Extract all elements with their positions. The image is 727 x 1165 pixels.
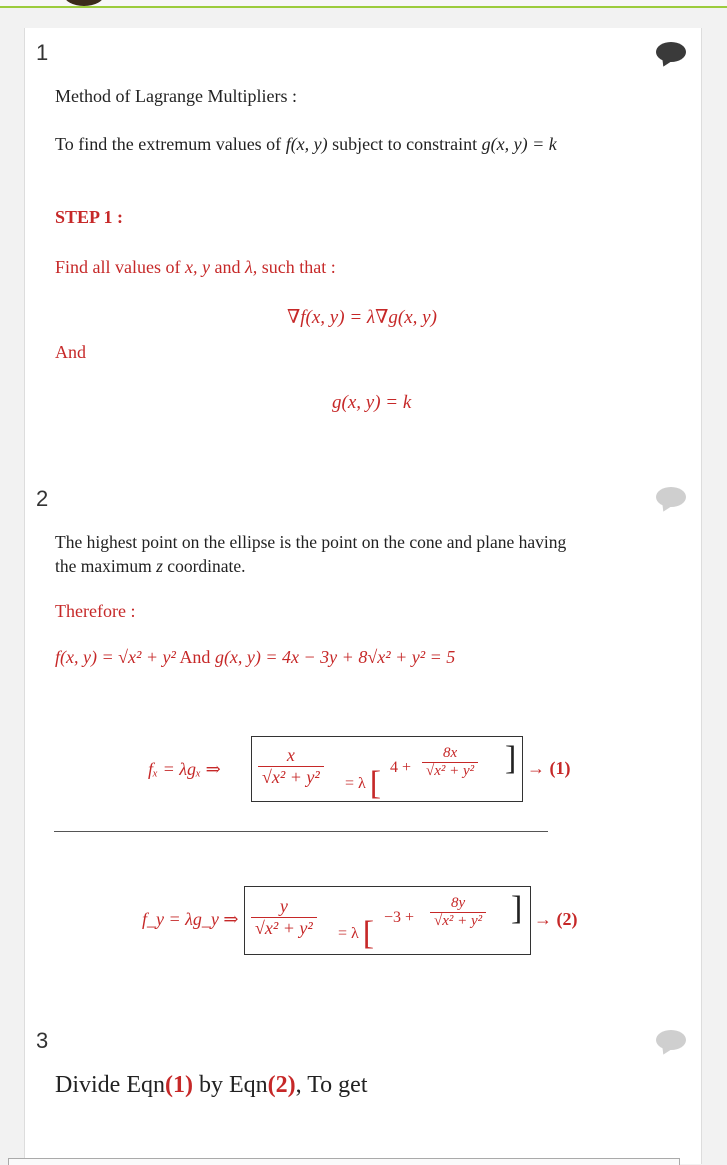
eq1-inner-fraction: $\frac{8x}{\text{√x² + y²}}$: [422, 745, 478, 780]
top-bar: [0, 0, 727, 8]
divide-text: Divide Eqn(1) by Eqn(2), To get: [55, 1072, 368, 1098]
solution-card: [24, 28, 702, 1164]
comment-icon[interactable]: [656, 487, 686, 507]
eq2-inner: −3 +: [384, 909, 415, 926]
therefore-label: Therefore :: [55, 601, 136, 621]
eq2-inner-fraction: $\frac{8y}{\text{√x² + y²}}$: [430, 895, 486, 930]
step-number-1: 1: [36, 40, 49, 65]
find-text: Find all values of x, y and λ, such that :: [55, 257, 336, 277]
ellipse-text-line2: the maximum z coordinate.: [55, 556, 246, 576]
step-number-3: 3: [36, 1028, 49, 1053]
eq1-lambda: = λ [: [345, 765, 382, 802]
avatar: [64, 0, 104, 6]
and-label: And: [55, 342, 86, 362]
method-heading: Method of Lagrange Multipliers :: [55, 86, 297, 106]
step-label: STEP 1 :: [55, 207, 124, 227]
eq1-bracket: ]: [505, 740, 517, 777]
intro-text: To find the extremum values of f(x, y) subject to constraint g(x, y) = k: [55, 134, 557, 154]
eq1-tag: → (1): [527, 758, 571, 778]
divider: [54, 831, 548, 832]
eq1-inner: 4 +: [390, 759, 412, 776]
eq2-lhs: f_y = λg_y ⇒: [142, 909, 239, 929]
comment-icon[interactable]: [656, 1030, 686, 1050]
function-definitions: f(x, y) = √x² + y² And g(x, y) = 4x − 3y + 8√x² + y² = 5: [55, 647, 456, 667]
eq2-bracket: ]: [511, 890, 523, 927]
comment-icon[interactable]: [656, 42, 686, 62]
eq2-lambda: = λ [: [338, 915, 375, 952]
eq1-lhs: fₓ = λgₓ ⇒: [148, 759, 221, 779]
ellipse-text-line1: The highest point on the ellipse is the point on the cone and plane having: [55, 532, 567, 552]
eq2-tag: → (2): [534, 909, 578, 929]
constraint-equation: g(x, y) = k: [332, 392, 412, 413]
step-number-2: 2: [36, 486, 49, 511]
eq1-fraction: $\frac{x}{\text{√x² + y²}}$: [258, 745, 324, 788]
eq2-fraction: $\frac{y}{\text{√x² + y²}}$: [251, 896, 317, 939]
gradient-equation: ∇f(x, y) = λ∇g(x, y): [287, 307, 437, 328]
